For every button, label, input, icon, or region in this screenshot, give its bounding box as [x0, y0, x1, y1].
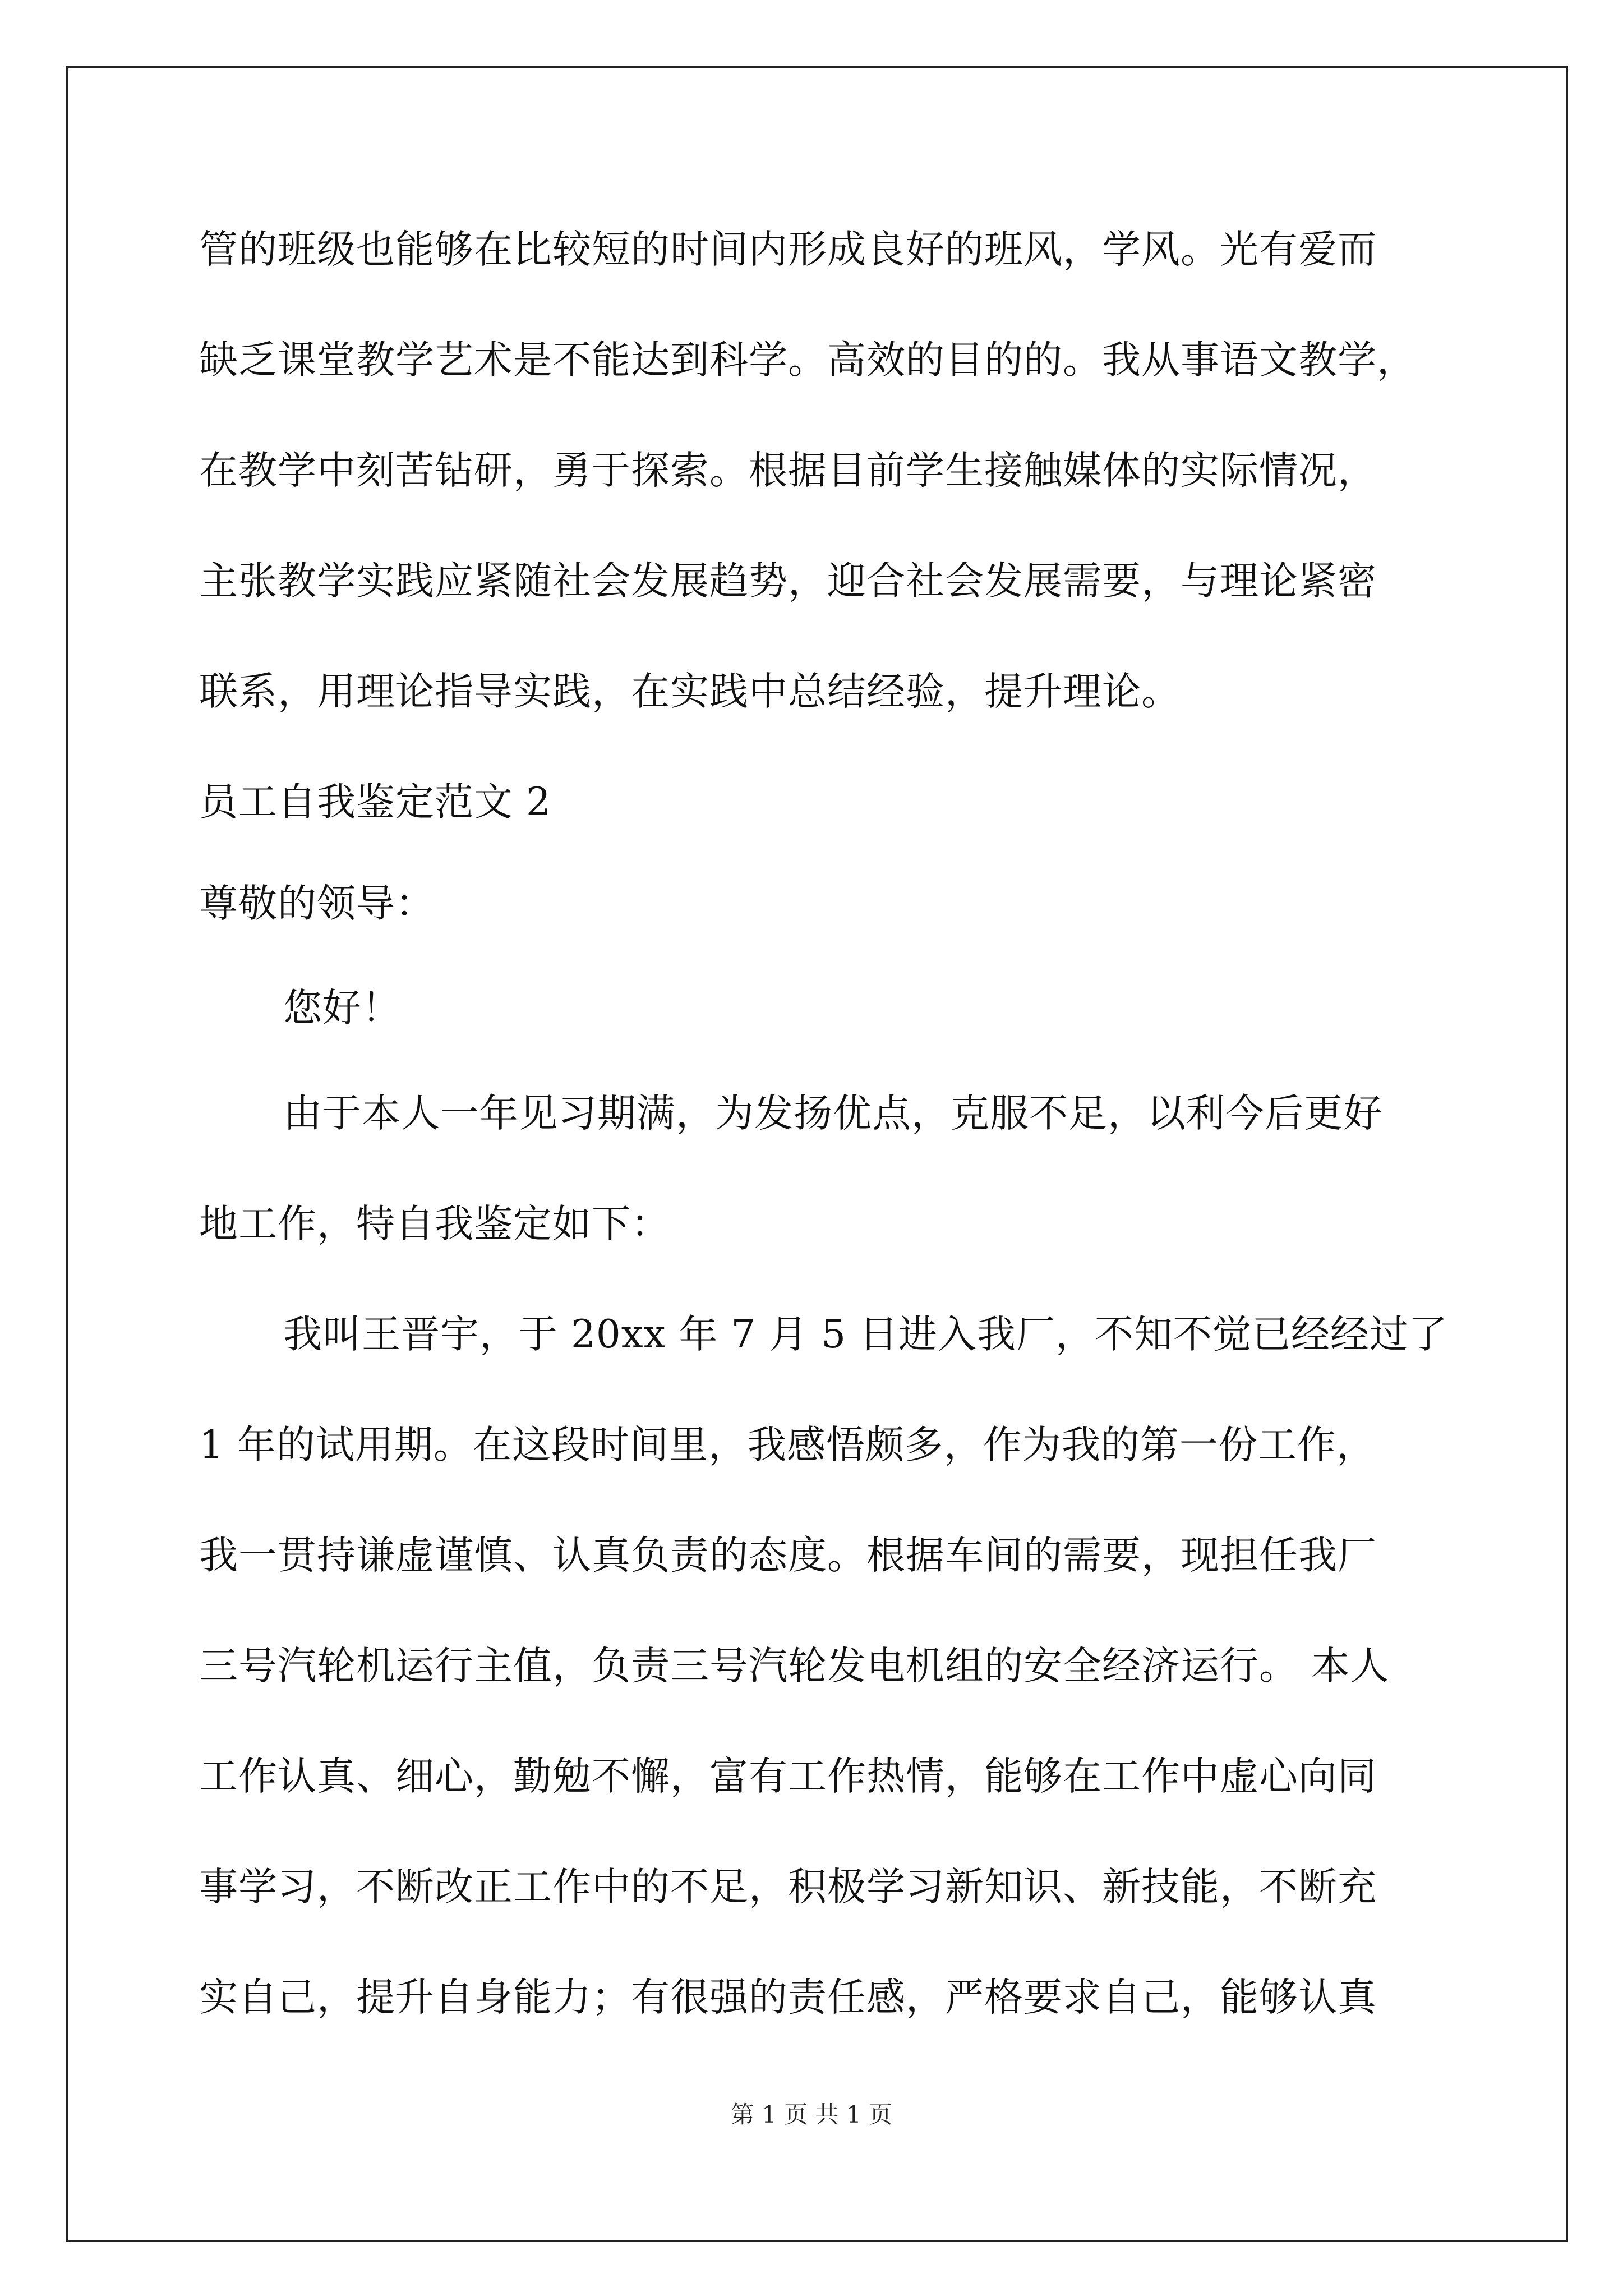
paragraph-line: 我叫王晋宇，于 20xx 年 7 月 5 日进入我厂，不知不觉已经经过了 [283, 1312, 1449, 1357]
section-heading: 员工自我鉴定范文 2 [199, 780, 551, 825]
paragraph-line: 实自己，提升自身能力；有很强的责任感，严格要求自己，能够认真 [199, 1975, 1377, 2020]
paragraph-line: 事学习，不断改正工作中的不足，积极学习新知识、新技能，不断充 [199, 1865, 1377, 1910]
paragraph-line: 地工作，特自我鉴定如下： [199, 1202, 670, 1246]
paragraph-line: 在教学中刻苦钻研，勇于探索。根据目前学生接触媒体的实际情况， [199, 448, 1377, 493]
paragraph-line: 工作认真、细心，勤勉不懈，富有工作热情，能够在工作中虚心向同 [199, 1754, 1377, 1799]
paragraph-line: 联系，用理论指导实践，在实践中总结经验，提升理论。 [199, 669, 1181, 714]
salutation: 尊敬的领导： [199, 881, 435, 926]
paragraph-line: 由于本人一年见习期满，为发扬优点，克服不足，以利今后更好 [283, 1091, 1382, 1136]
paragraph-line: 缺乏课堂教学艺术是不能达到科学。高效的目的的。我从事语文教学， [199, 338, 1416, 383]
paragraph-line: 主张教学实践应紧随社会发展趋势，迎合社会发展需要，与理论紧密 [199, 559, 1377, 604]
paragraph-line: 管的班级也能够在比较短的时间内形成良好的班风，学风。光有爱而 [199, 227, 1377, 272]
paragraph-line: 三号汽轮机运行主值，负责三号汽轮发电机组的安全经济运行。 本人 [199, 1644, 1390, 1688]
greeting: 您好！ [283, 986, 401, 1030]
page-number-footer: 第 1 页 共 1 页 [730, 2101, 893, 2128]
paragraph-line: 我一贯持谦虚谨慎、认真负责的态度。根据车间的需要，现担任我厂 [199, 1533, 1377, 1578]
paragraph-line: 1 年的试用期。在这段时间里，我感悟颇多，作为我的第一份工作， [199, 1423, 1376, 1467]
